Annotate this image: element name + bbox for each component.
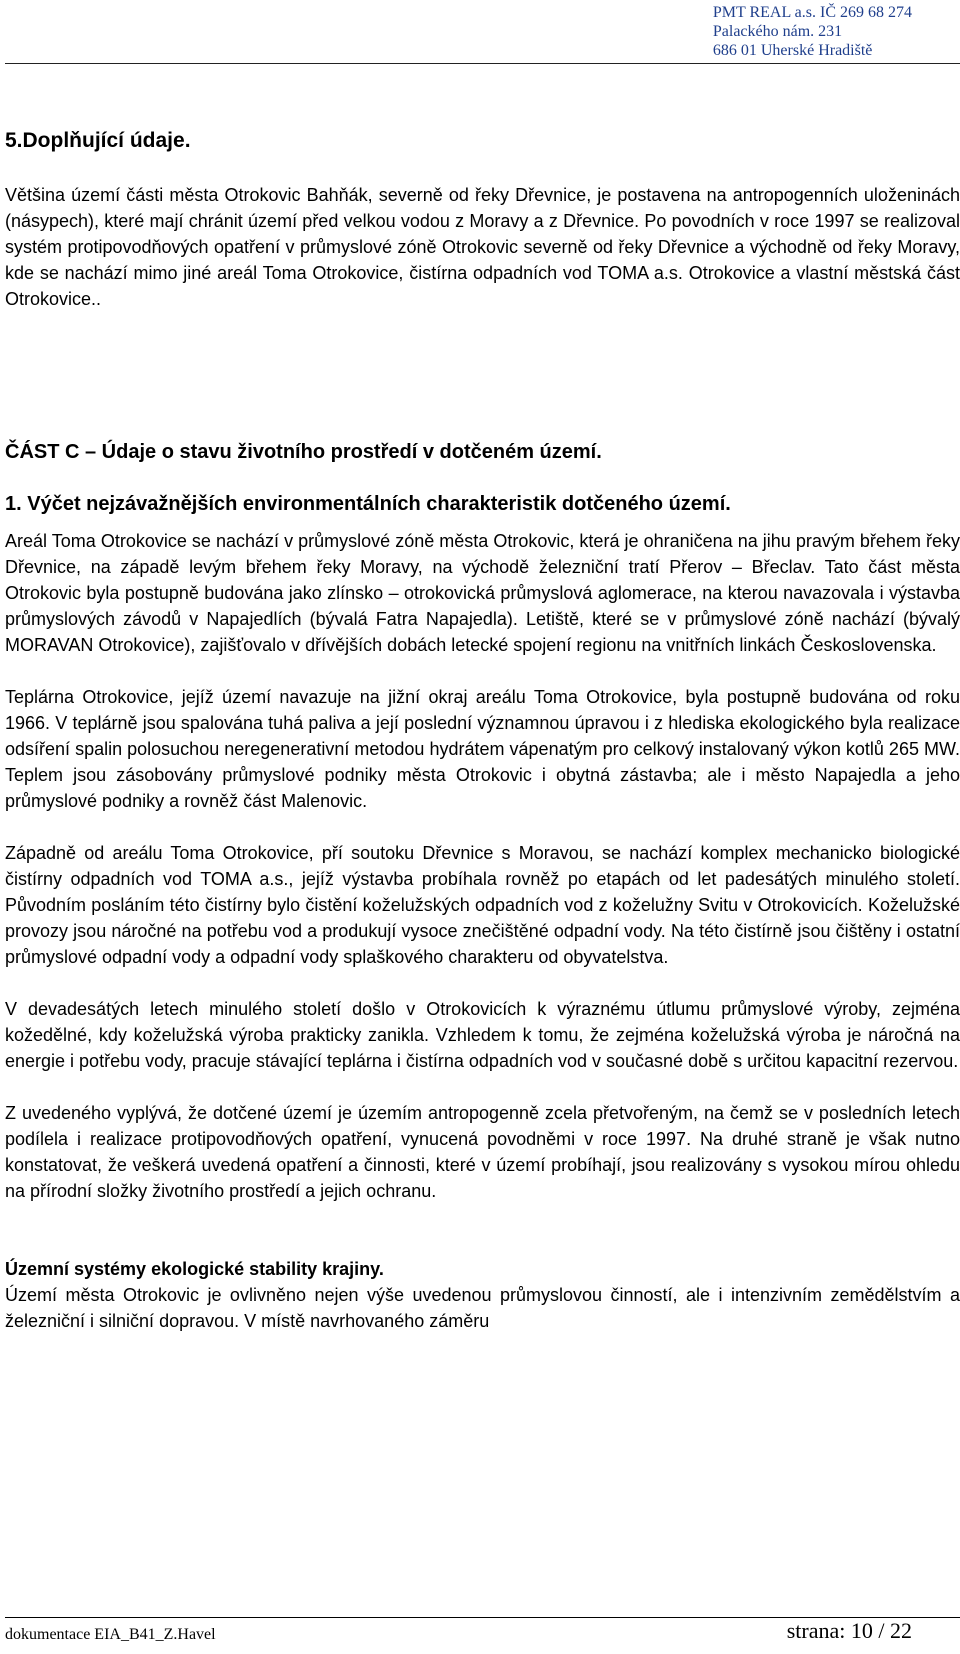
header-divider	[5, 63, 960, 64]
city-line: 686 01 Uherské Hradiště	[712, 42, 873, 59]
paragraph: Z uvedeného vyplývá, že dotčené území je územím antropogenně zcela přetvořeným, na čemž se v posledních letech podílela i realizace protipovodňových opatření, vynucená povodněmi v roce 1997. Na druhé straně je však nutno konstatovat, že veškerá uvedená opatření a činnosti, které v území probíhají, jsou realizovány s vysokou mírou ohledu na přírodní složky životního prostředí a jejich ochranu.	[5, 1103, 960, 1201]
part-title: ČÁST C – Údaje o stavu životního prostředí v dotčeném území.	[5, 441, 602, 463]
paragraph: Většina území části města Otrokovic Bahňák, severně od řeky Dřevnice, je postavena na antropogenních uloženinách (násypech), které mají chránit území před velkou vodou z Moravy a z Dřevnice. Po povodních v roce 1997 se realizoval systém protipovodňových opatření v průmyslové zóně Otrokovic severně od řeky Dřevnice a východně od řeky Moravy, kde se nachází mimo jiné areál Toma Otrokovice, čistírna odpadních vod TOMA a.s. Otrokovice a vlastní městská část Otrokovice..	[5, 185, 960, 309]
paragraph: Areál Toma Otrokovice se nachází v průmyslové zóně města Otrokovic, která je ohraničena na jihu pravým břehem řeky Dřevnice, na západě levým břehem řeky Moravy, na východě železniční tratí Přerov – Břeclav. Tato část města Otrokovic byla postupně budována jako zlínsko – otrokovická průmyslová aglomerace, na kterou navazovala i výstavba průmyslových závodů v Napajedlích (bývalá Fatra Napajedla). Letiště, které se v průmyslové zóně nachází (bývalý MORAVAN Otrokovice), zajišťovalo v dřívějších dobách letecké spojení regionu na vnitřních linkách Československa.	[5, 531, 960, 655]
letterhead	[713, 3, 912, 60]
company-line: PMT REAL a.s. IČ 269 68 274	[712, 4, 912, 21]
section-title: 5.Doplňující údaje.	[5, 129, 191, 152]
paragraph: Západně od areálu Toma Otrokovice, pří soutoku Dřevnice s Moravou, se nachází komplex mechanicko biologické čistírny odpadních vod TOMA a.s., jejíž výstavba probíhala rovněž po etapách od let padesátých minulého století. Původním posláním této čistírny bylo čistění koželužských odpadních vod z koželužny Svitu v Otrokovicích. Koželužské provozy jsou náročné na potřebu vod a produkují vysoce znečištěné odpadní vody. Na této čistírně jsou čištěny i ostatní průmyslové odpadní vody a odpadní vody splaškového charakteru od obyvatelstva.	[5, 843, 960, 967]
paragraph: Teplárna Otrokovice, jejíž území navazuje na jižní okraj areálu Toma Otrokovice, byla postupně budována od roku 1966. V teplárně jsou spalována tuhá paliva a její poslední významnou úpravou i z hlediska ekologického byla realizace odsíření spalin polosuchou neregenerativní metodou hydrátem vápenatým pro celkový instalovaný výkon kotlů 265 MW. Teplem jsou zásobovány průmyslové podniky města Otrokovic i obytná zástavba; ale i město Napajedla a jeho průmyslové podniky a rovněž část Malenovic.	[5, 687, 960, 811]
paragraph: V devadesátých letech minulého století došlo v Otrokovicích k výraznému útlumu průmyslové výroby, zejména kožedělné, kdy koželužská výroba prakticky zanikla. Vzhledem k tomu, že zejména koželužská výroba je náročná na energie i potřebu vody, pracuje stávající teplárna i čistírna odpadních vod v současné době s určitou kapacitní rezervou.	[5, 999, 960, 1071]
paragraph: Území města Otrokovic je ovlivněno nejen výše uvedenou průmyslovou činností, ale i intenzivním zemědělstvím a železniční i silniční dopravou. V místě navrhovaného záměru	[5, 1285, 960, 1331]
document-body	[5, 128, 960, 1334]
subsection-title: 1. Výčet nejzávažnějších environmentálních charakteristik dotčeného území.	[5, 493, 731, 515]
uses-title: Územní systémy ekologické stability krajiny.	[5, 1259, 384, 1279]
page-number: strana: 10 / 22	[786, 1618, 912, 1643]
document-id: dokumentace EIA_B41_Z.Havel	[5, 1626, 216, 1643]
street-line: Palackého nám. 231	[712, 23, 843, 40]
